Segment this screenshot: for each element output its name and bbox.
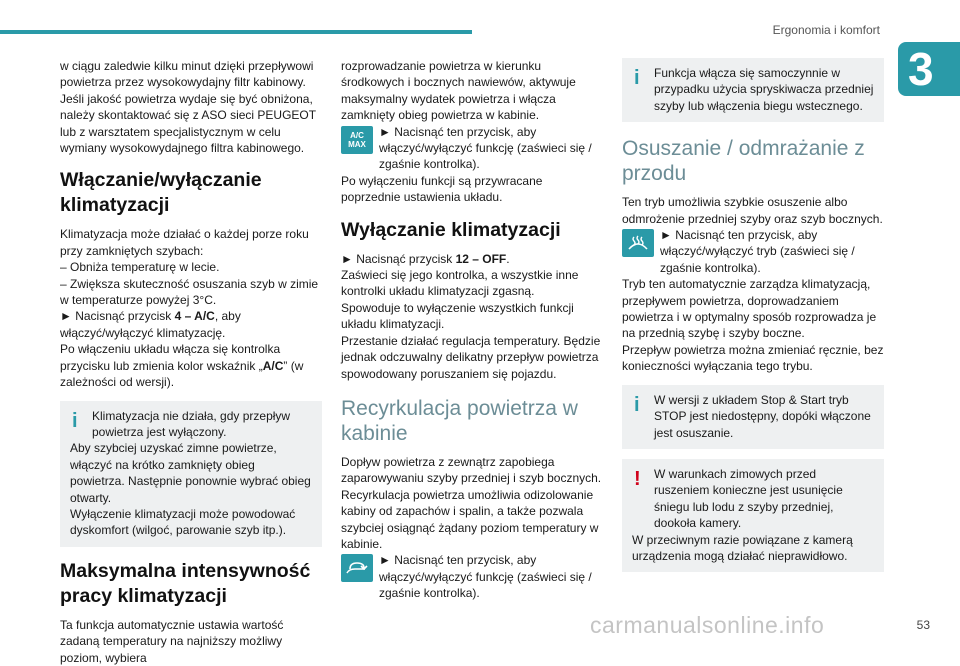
instruction-text: ► Nacisnąć przycisk: [341, 251, 456, 266]
paragraph: Recyrkulacja powietrza umożliwia odizolowanie kabiny od zapachów i spalin, a także pozwala szybciej osiągnąć żądany poziom temperatury w kabinie.: [341, 487, 599, 551]
instruction: ► Nacisnąć ten przycisk, aby włączyć/wyłączyć tryb (zaświeci się / zgaśnie kontrolka).: [660, 228, 855, 275]
paragraph: Ta funkcja automatycznie ustawia wartość zadaną temperatury na najniższy możliwy poziom, wybiera: [60, 617, 284, 665]
paragraph: Spowoduje to wyłączenie wszystkich funkcji układu klimatyzacji.: [341, 300, 574, 332]
instruction-text: .: [506, 251, 510, 266]
note-text: Klimatyzacja nie działa, gdy przepływ powietrza jest wyłączony.: [92, 408, 291, 439]
note-text: W przeciwnym razie powiązane z kamerą urządzenia mogą działać nieprawidłowo.: [632, 532, 853, 563]
paragraph: Dopływ powietrza z zewnątrz zapobiega zaparowywaniu szyby przedniej i szyb bocznych.: [341, 454, 602, 486]
instruction: ► Nacisnąć ten przycisk, aby włączyć/wyłączyć funkcję (zaświeci się / zgaśnie kontrolka).: [379, 553, 592, 601]
ac-max-instruction: [341, 124, 603, 173]
indicator-ref-ac: A/C: [262, 358, 284, 373]
instruction: [341, 251, 603, 267]
heading-ac-onoff: Włączanie/wyłączanie klimatyzacji: [60, 169, 262, 217]
note-text: Wyłączenie klimatyzacji może powodować dyskomfort (wilgoć, parowanie szyb itp.).: [70, 506, 296, 538]
right-column: [622, 58, 884, 582]
heading-front-defrost: Osuszanie / odmrażanie z przodu: [622, 137, 865, 186]
instruction: [60, 308, 322, 341]
info-icon: i: [72, 409, 78, 432]
ac-max-icon-top: A/C: [350, 130, 364, 140]
heading-ac-off: Wyłączanie klimatyzacji: [341, 218, 561, 241]
button-ref-ac: 4 – A/C: [174, 309, 215, 324]
intro-paragraph: w ciągu zaledwie kilku minut dzięki przepływowi powietrza przez wysokowydajny filtr kabinowy.: [60, 59, 314, 90]
left-column: [60, 58, 322, 666]
info-note: [622, 58, 884, 122]
paragraph: Tryb ten automatycznie zarządza klimatyzacją, przepływem powietrza, doprowadzaniem powietrza i w optymalny sposób rozprowadza je na przednią szybę i szyby boczne.: [622, 277, 877, 341]
paragraph: [60, 341, 322, 390]
note-text: Aby szybciej uzyskać zimne powietrze, włączyć na krótko zamknięty obieg powietrza. Następnie ponownie wybrać obieg otwarty.: [70, 441, 311, 505]
info-note: [60, 401, 322, 547]
page-number: 53: [916, 618, 930, 632]
instruction-text: ► Nacisnąć przycisk: [60, 309, 175, 324]
paragraph: Po wyłączeniu funkcji są przywracane poprzednie ustawienia układu.: [341, 173, 543, 205]
info-icon: i: [634, 393, 640, 416]
paragraph-text: Po włączeniu układu włącza się kontrolka przycisku lub zmienia kolor wskaźnik „: [60, 342, 281, 373]
watermark: carmanualsonline.info: [590, 612, 825, 638]
note-text: W wersji z układem Stop & Start tryb STOP jest niedostępny, dopóki włączone jest osuszanie.: [654, 392, 871, 440]
instruction-text: , aby włączyć/wyłączyć klimatyzację.: [60, 309, 241, 340]
middle-column: [341, 58, 603, 602]
warning-icon: !: [634, 467, 641, 490]
heading-recirculation: Recyrkulacja powietrza w kabinie: [341, 396, 578, 445]
info-icon: i: [634, 67, 640, 89]
paragraph-text: ” (w zależności od wersji).: [60, 358, 304, 390]
list-item: – Obniża temperaturę w lecie.: [60, 260, 220, 275]
chapter-tab: 3: [898, 42, 960, 96]
recirculation-icon: [341, 554, 373, 582]
ac-max-icon-bottom: MAX: [348, 139, 366, 149]
section-title: Ergonomia i komfort: [772, 23, 880, 37]
paragraph: Klimatyzacja może działać o każdej porze roku przy zamkniętych szybach:: [60, 227, 309, 258]
note-text: Funkcja włącza się samoczynnie w przypadku użycia spryskiwacza przedniej szyby lub włączenia biegu wstecznego.: [654, 66, 874, 113]
paragraph: Ten tryb umożliwia szybkie osuszenie albo odmrożenie przedniej szyby oraz szyb bocznych.: [622, 195, 883, 226]
list-item: – Zwiększa skuteczność osuszania szyb w zimie w temperaturze powyżej 3°C.: [60, 276, 319, 308]
paragraph: Przestanie działać regulacja temperatury. Będzie jednak odczuwalny delikatny przepływ powietrza spowodowany poruszaniem się pojazdu.: [341, 333, 601, 381]
warning-note: [622, 459, 884, 572]
defrost-instruction: [622, 227, 884, 276]
paragraph: Zaświeci się jego kontrolka, a wszystkie inne kontrolki układu klimatyzacji zgasną.: [341, 268, 579, 299]
intro-paragraph: Jeśli jakość powietrza wydaje się być obniżona, należy skontaktować się z ASO sieci PEUGEOT lub z warsztatem specjalistycznym w celu wymiany wysokowydajnego filtra kabinowego.: [60, 91, 316, 156]
paragraph: Przepływ powietrza można zmieniać ręcznie, bez konieczności wyłączania tego trybu.: [622, 342, 884, 374]
recirculation-instruction: [341, 552, 603, 601]
header-accent-bar: [0, 30, 472, 34]
instruction: ► Nacisnąć ten przycisk, aby włączyć/wyłączyć funkcję (zaświeci się / zgaśnie kontrolka).: [379, 124, 592, 172]
button-ref-off: 12 – OFF: [455, 251, 507, 266]
info-note: [622, 385, 884, 449]
paragraph: rozprowadzanie powietrza w kierunku środkowych i bocznych nawiewów, aktywuje maksymalny wydatek powietrza i włącza zamknięty obieg powietrza w kabinie.: [341, 59, 576, 123]
note-text: W warunkach zimowych przed ruszeniem konieczne jest usunięcie śniegu lub lodu z szyby przedniej, dookoła kamery.: [654, 466, 843, 531]
front-defrost-icon: [622, 229, 654, 257]
ac-max-icon: [341, 126, 373, 154]
heading-max-ac: Maksymalna intensywność pracy klimatyzacji: [60, 559, 311, 607]
